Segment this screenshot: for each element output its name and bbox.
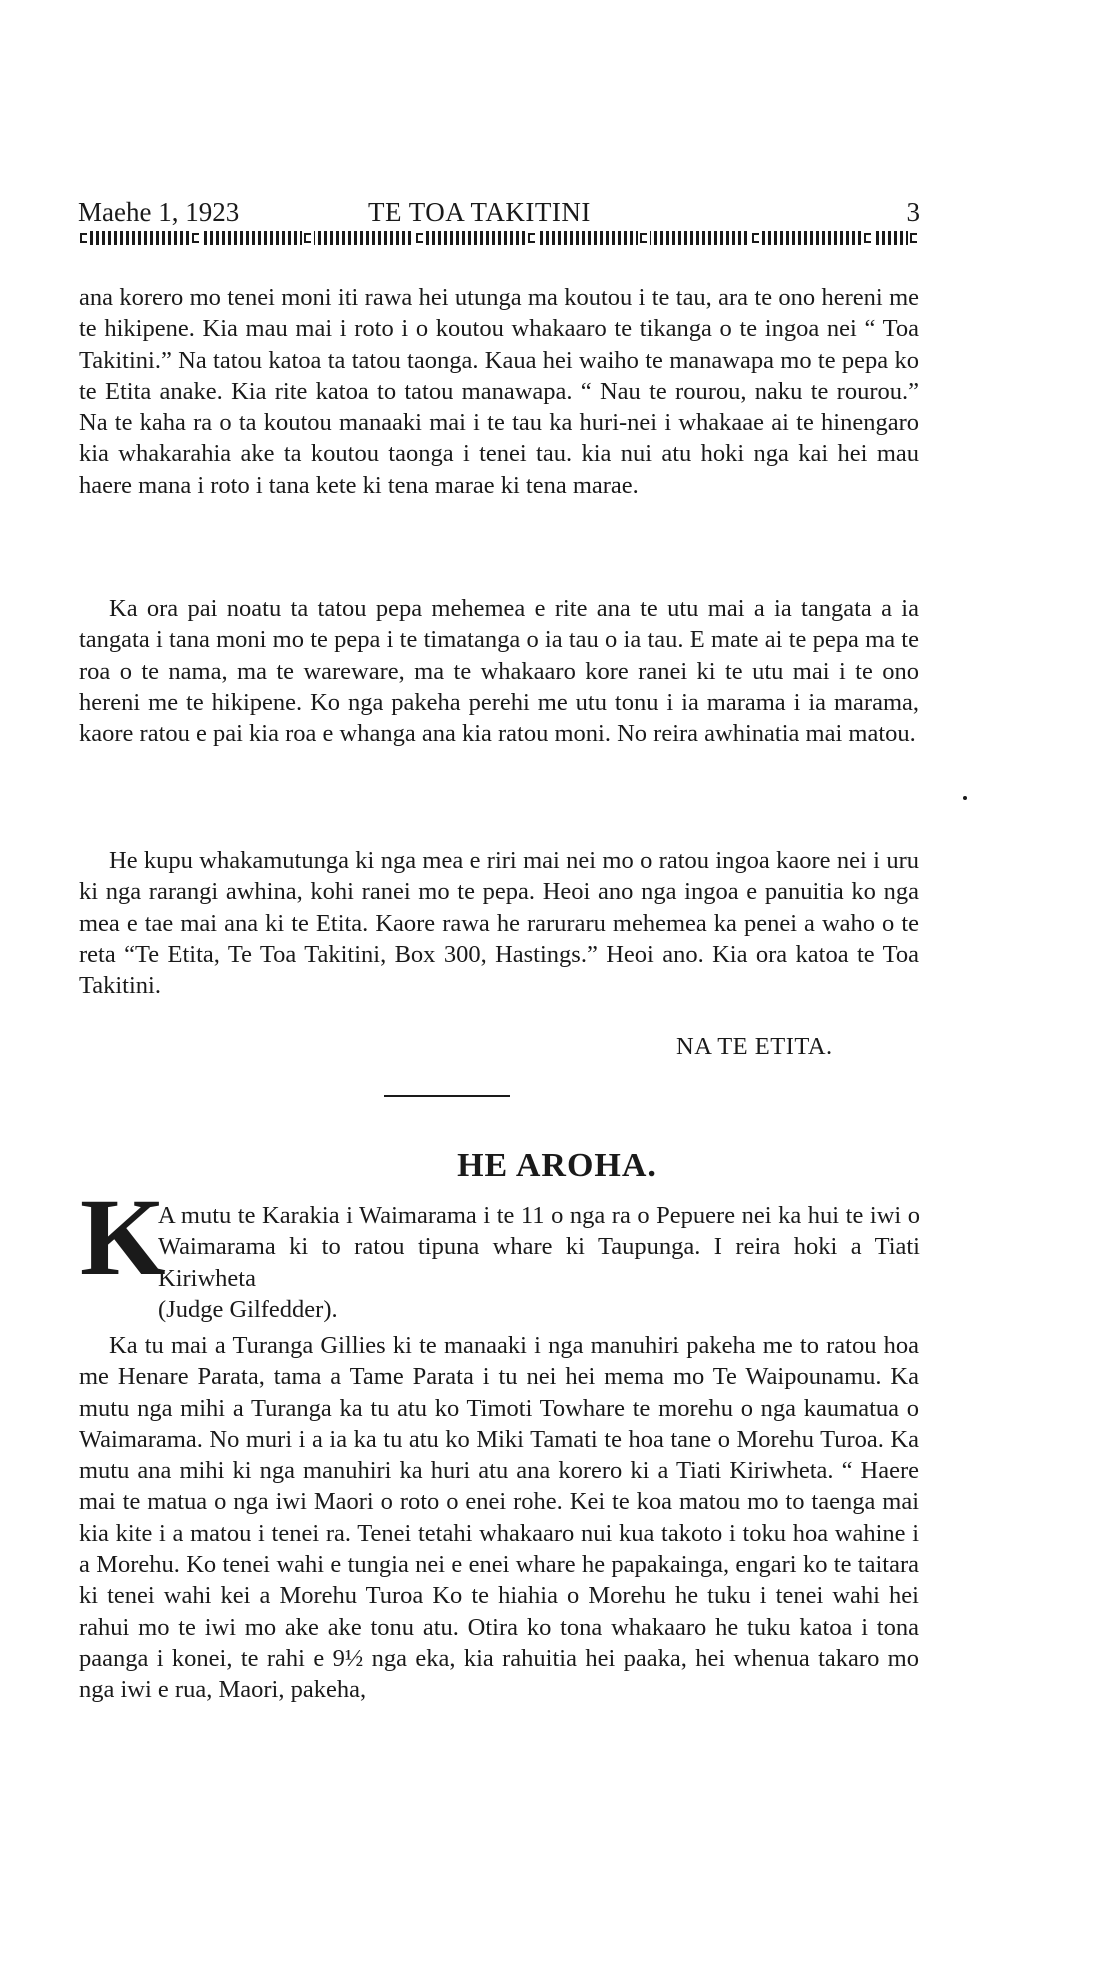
page-number: 3 (906, 197, 920, 227)
editorial-paragraph: He kupu whakamutunga ki nga mea e riri mai nei mo o ratou ingoa kaore nei i uru ki nga rarangi awhina, kohi ranei mo te pepa. Heoi ano nga ingoa e panuitia ko nga mea e tae mai ana ki te Etita. Kaore rawa he raruraru mehemea ka penei a waho o te reta “Te Etita, Te Toa Takitini, Box 300, Hastings.” Heoi ano. Kia ora katoa te Toa Takitini. (79, 847, 919, 1000)
editor-signoff: NA TE ETITA. (676, 1033, 833, 1060)
border-ornament (908, 231, 920, 245)
section-divider (384, 1095, 510, 1097)
article-heading: HE AROHA. (457, 1147, 657, 1184)
article-lead-paragraph-tail: (Judge Gilfedder). (158, 1296, 338, 1323)
border-ornament (862, 231, 874, 245)
article-lead-paragraph: A mutu te Karakia i Waimarama i te 11 o nga ra o Pepuere nei ka hui te iwi o Waimarama ki to ratou tipuna whare ki Taupunga. I reira hoki a Tiati Kiriwheta (158, 1202, 920, 1292)
issue-date: Maehe 1, 1923 (78, 197, 240, 227)
decorative-border (78, 231, 920, 245)
page-header (78, 194, 920, 230)
ink-speck (963, 796, 967, 800)
border-ornament (526, 231, 538, 245)
border-ornament (414, 231, 426, 245)
article-paragraph: Ka tu mai a Turanga Gillies ki te manaaki i nga manuhiri pakeha me to ratou hoa me Henare Parata, tama a Tame Parata i tu nei hei mema mo Te Waipounamu. Ka mutu nga mihi a Turanga ka tu atu ko Timoti Towhare te morehu o nga kaumatua o Waimarama. No muri i a ia ka tu atu ko Miki Tamati te hoa tane o Morehu Turoa. Ka mutu ana mihi ki nga manuhiri ka huri atu ana korero ki a Tiati Kiriwheta. “ Haere mai te matua o nga iwi Maori o roto o enei rohe. Kei te koa matou mo to taenga mai kia kite i a matou i tenei ra. Tenei tetahi whakaaro nui kua takoto i toku hoa wahine i a Morehu. Ko tenei wahi e tungia nei e enei whare he papakainga, engari ko te taitara ki tenei wahi kei a Morehu Turoa Ko te hiahia o Morehu he tuku i tenei wahi hei rahui mo te iwi mo ake ake tonu atu. Otira ko tona whakaaro he tuku katoa i tona paanga i konei, te rahi e 9½ nga eka, kia rahuitia hei paaka, hei whenua takaro mo nga iwi e rua, Maori, pakeha, (79, 1332, 919, 1704)
border-ornament (750, 231, 762, 245)
editorial-paragraph: Ka ora pai noatu ta tatou pepa mehemea e rite ana te utu mai a ia tangata a ia tangata i tana moni mo te pepa i te timatanga o ia tau o ia tau. E mate ai te pepa ma te roa o te nama, ma te wareware, ma te whakaaro kore ranei ki te utu mai i te ono hereni me te hikipene. Ko nga pakeha perehi me utu tonu i ia marama i ia marama, kaore ratou e pai kia roa e whanga ana kia ratou moni. No reira awhinatia mai matou. (79, 595, 919, 748)
publication-title: TE TOA TAKITINI (368, 197, 591, 227)
border-ornament (638, 231, 650, 245)
border-ornament (302, 231, 314, 245)
border-ornament (78, 231, 90, 245)
editorial-paragraph: ana korero mo tenei moni iti rawa hei utunga ma koutou i te tau, ara te ono hereni me te hikipene. Kia mau mai i roto i o koutou whakaaro te tikanga o te ingoa nei “ Toa Takitini.” Na tatou katoa ta tatou taonga. Kaua hei waiho te manawapa mo te pepa ko te Etita anake. Kia rite katoa to tatou manawapa. “ Nau te rourou, naku te rourou.” Na te kaha ra o ta koutou manaaki mai i te tau ka huri-nei i whakaae ai te hinengaro kia whakarahia ake ta koutou taonga i tenei tau. kia nui atu hoki nga kai hei mau haere mana i roto i tana kete ki tena marae ki tena marae. (79, 284, 919, 499)
border-ornament (190, 231, 202, 245)
drop-cap: K (80, 1176, 166, 1298)
